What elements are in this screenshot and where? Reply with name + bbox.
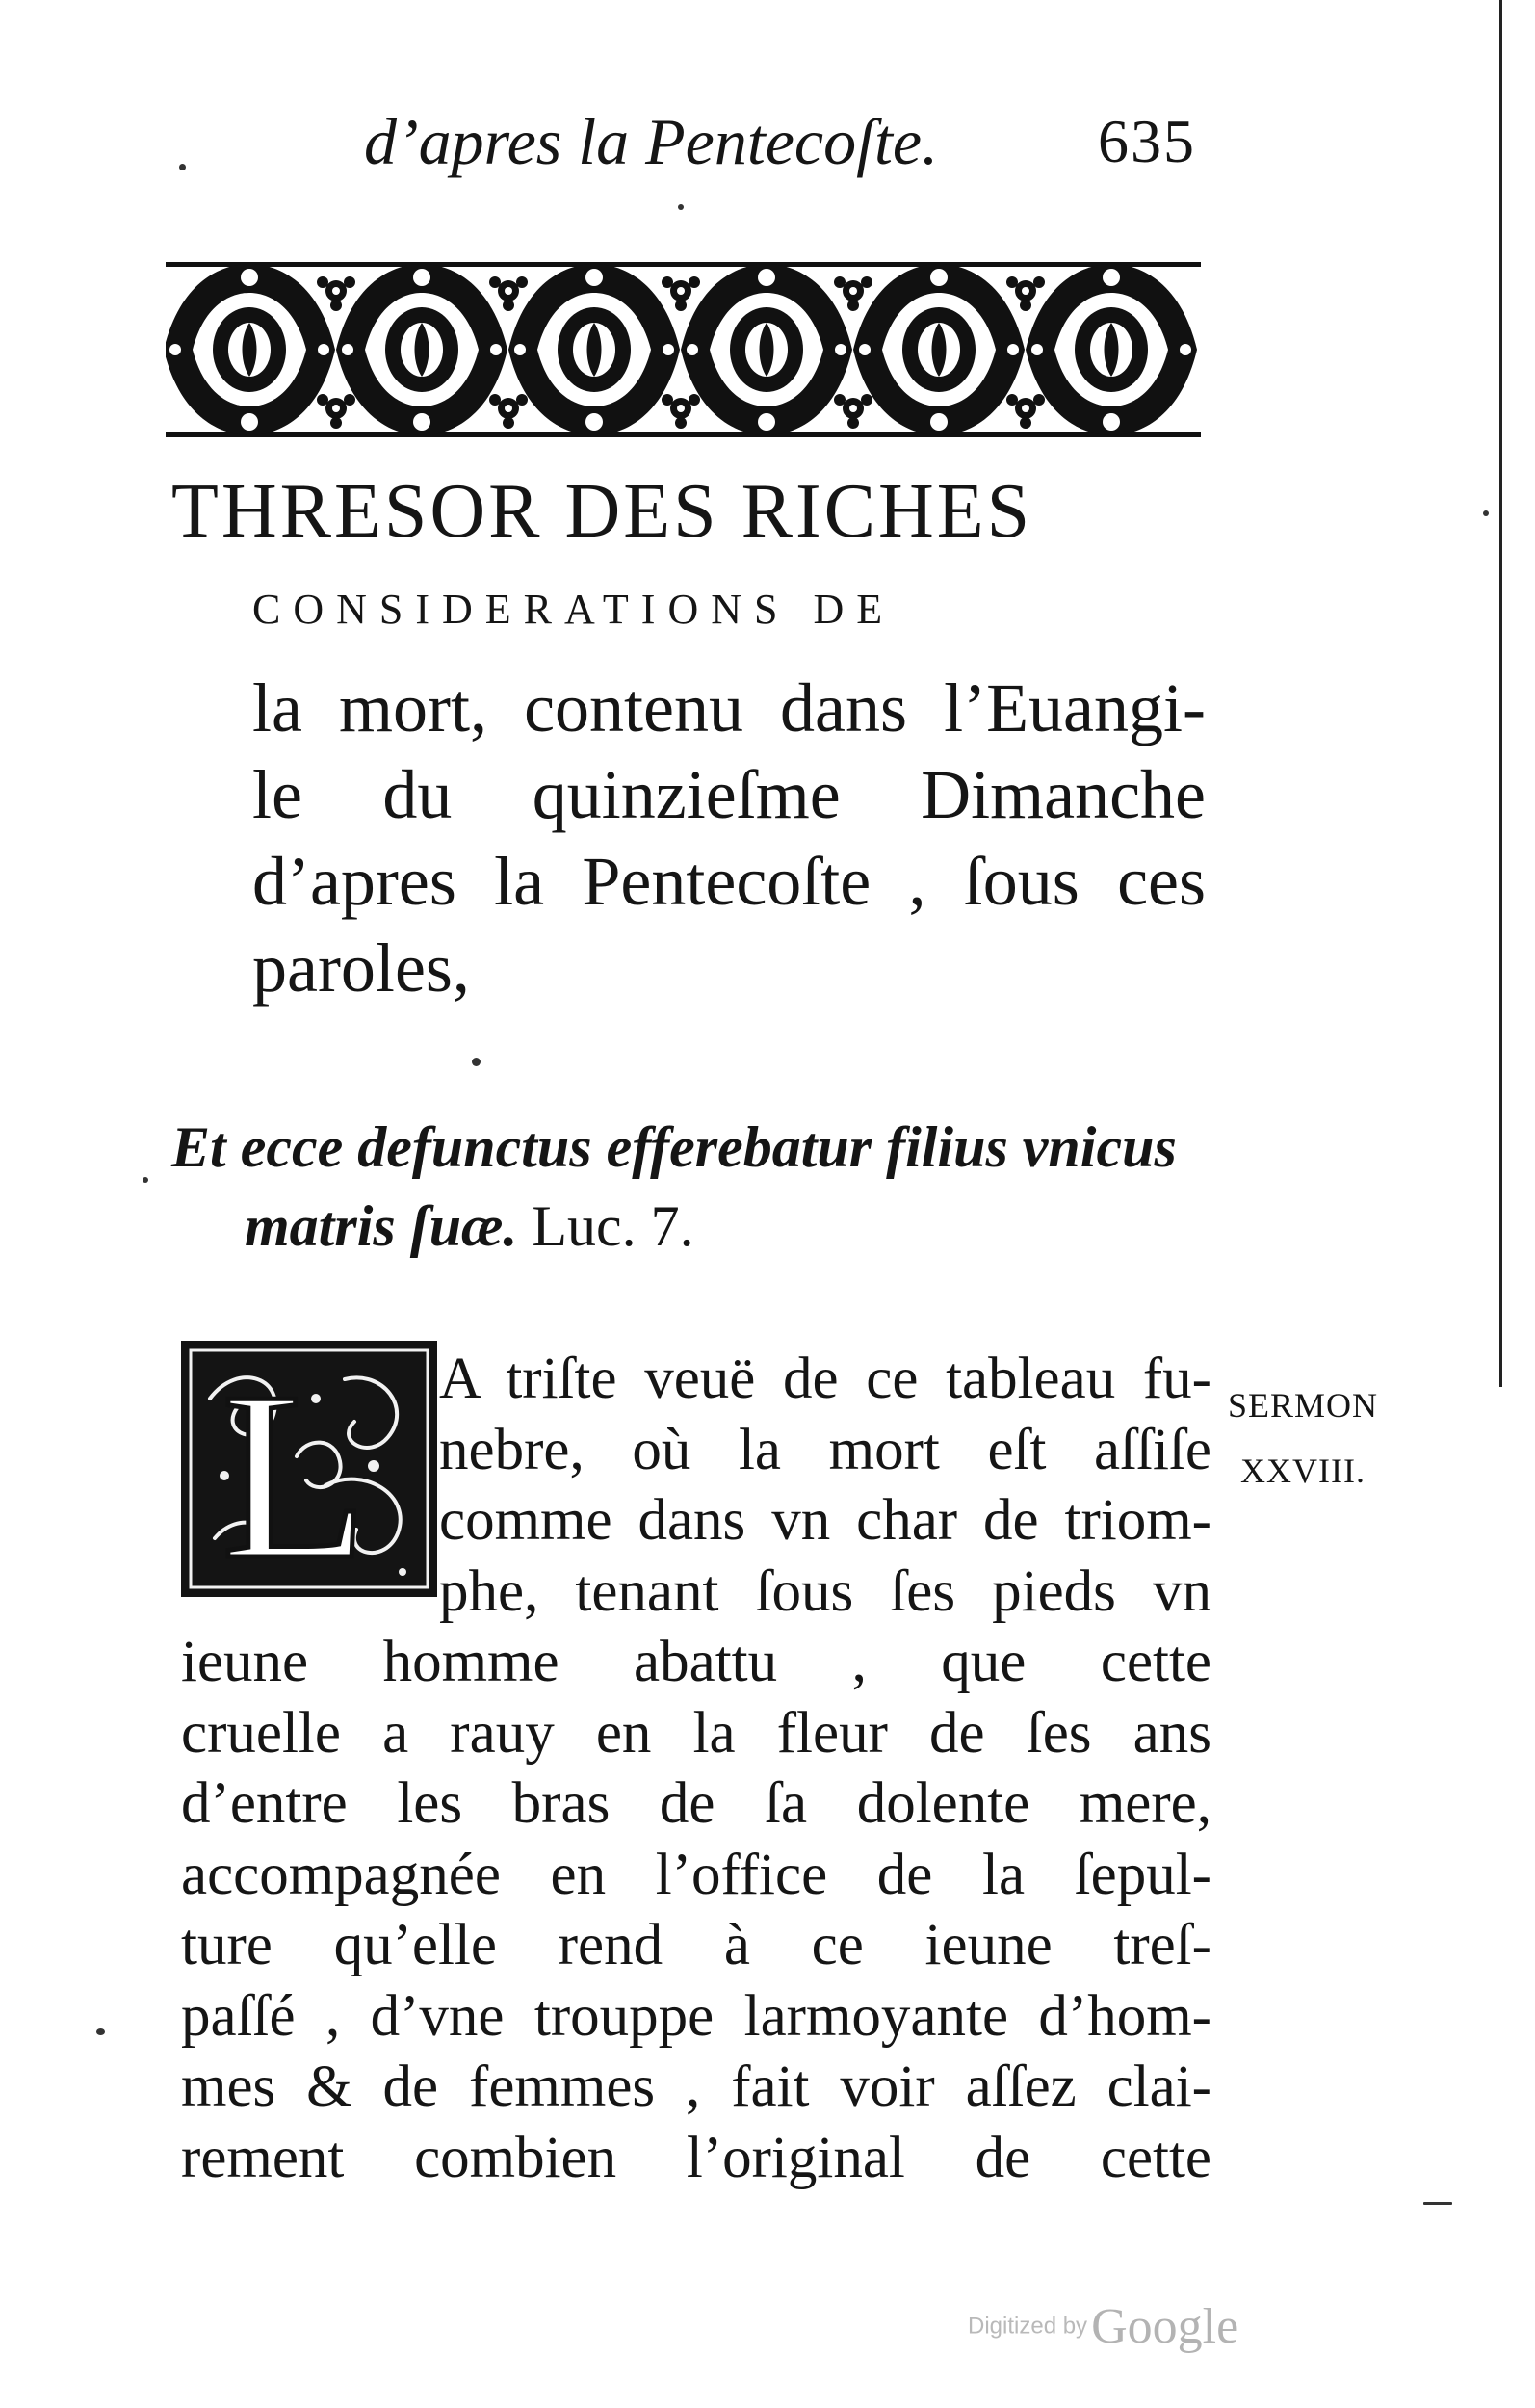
ink-speck [1483,510,1489,516]
ornamental-headpiece [166,258,1201,441]
watermark-brand: Google [1091,2299,1239,2354]
page-edge-line [1499,0,1502,1387]
body-line: phe, tenant ſous ſes pieds vn [439,1558,1211,1624]
title-line: d’apres la Pentecoſte , ſous ces [252,843,1206,920]
ink-speck [1423,2202,1452,2205]
body-line: accompagnée en l’office de la ſepul- [181,1842,1211,1907]
sermon-body [181,1344,1211,2193]
body-line: comme dans vn char de triom- [439,1488,1211,1553]
body-line: A triſte veuë de ce tableau fu- [439,1347,1211,1411]
running-head: d’apres la Pentecoſte. [364,105,939,178]
ink-speck [143,1177,148,1183]
scripture-quote [171,1108,1211,1266]
body-line: paſſé , d’vne trouppe larmoyante d’hom- [181,1983,1211,2049]
body-line: cruelle a rauy en la fleur de ſes ans [181,1700,1211,1766]
ink-speck [96,2028,105,2035]
watermark-prefix: Digitized by [968,2313,1088,2340]
quote-line: Et ecce defunctus efferebatur filius vnicus [171,1115,1177,1179]
body-line: ture qu’elle rend à ce ieune treſ- [181,1913,1211,1977]
quote-text: matris ſuæ. [245,1194,518,1258]
quote-reference: Luc. 7. [532,1194,694,1258]
quote-line-second [171,1187,1211,1266]
title-continuation [252,665,1206,1011]
title-line: le du quinzieſme Dimanche [252,756,1206,833]
ink-speck [678,204,684,210]
sermon-title: THRESOR DES RICHES [171,469,1033,554]
ink-speck [179,164,186,170]
page-number: 635 [1098,107,1196,175]
body-line: mes & de femmes , fait voir aſſez clai- [181,2055,1211,2119]
body-line: rement combien l’original de cette [181,2125,1211,2190]
title-line: la mort, contenu dans l’Euangi- [252,669,1206,746]
body-line: ieune homme abattu , que cette [181,1630,1211,1694]
sermon-subtitle: CONSIDERATIONS DE [252,586,896,633]
ink-speck [472,1058,481,1066]
margin-sermon-label [1221,1373,1385,1504]
margin-note-line: XXVIII. [1240,1452,1366,1490]
margin-note-line: SERMON [1227,1386,1379,1425]
digitized-watermark [968,2298,1238,2355]
body-line: d’entre les bras de ſa dolente mere, [181,1771,1211,1836]
body-line: nebre, où la mort eſt aſſiſe [439,1417,1211,1482]
title-line: paroles, [252,929,470,1007]
dropcap-letter: L [221,1343,369,1597]
